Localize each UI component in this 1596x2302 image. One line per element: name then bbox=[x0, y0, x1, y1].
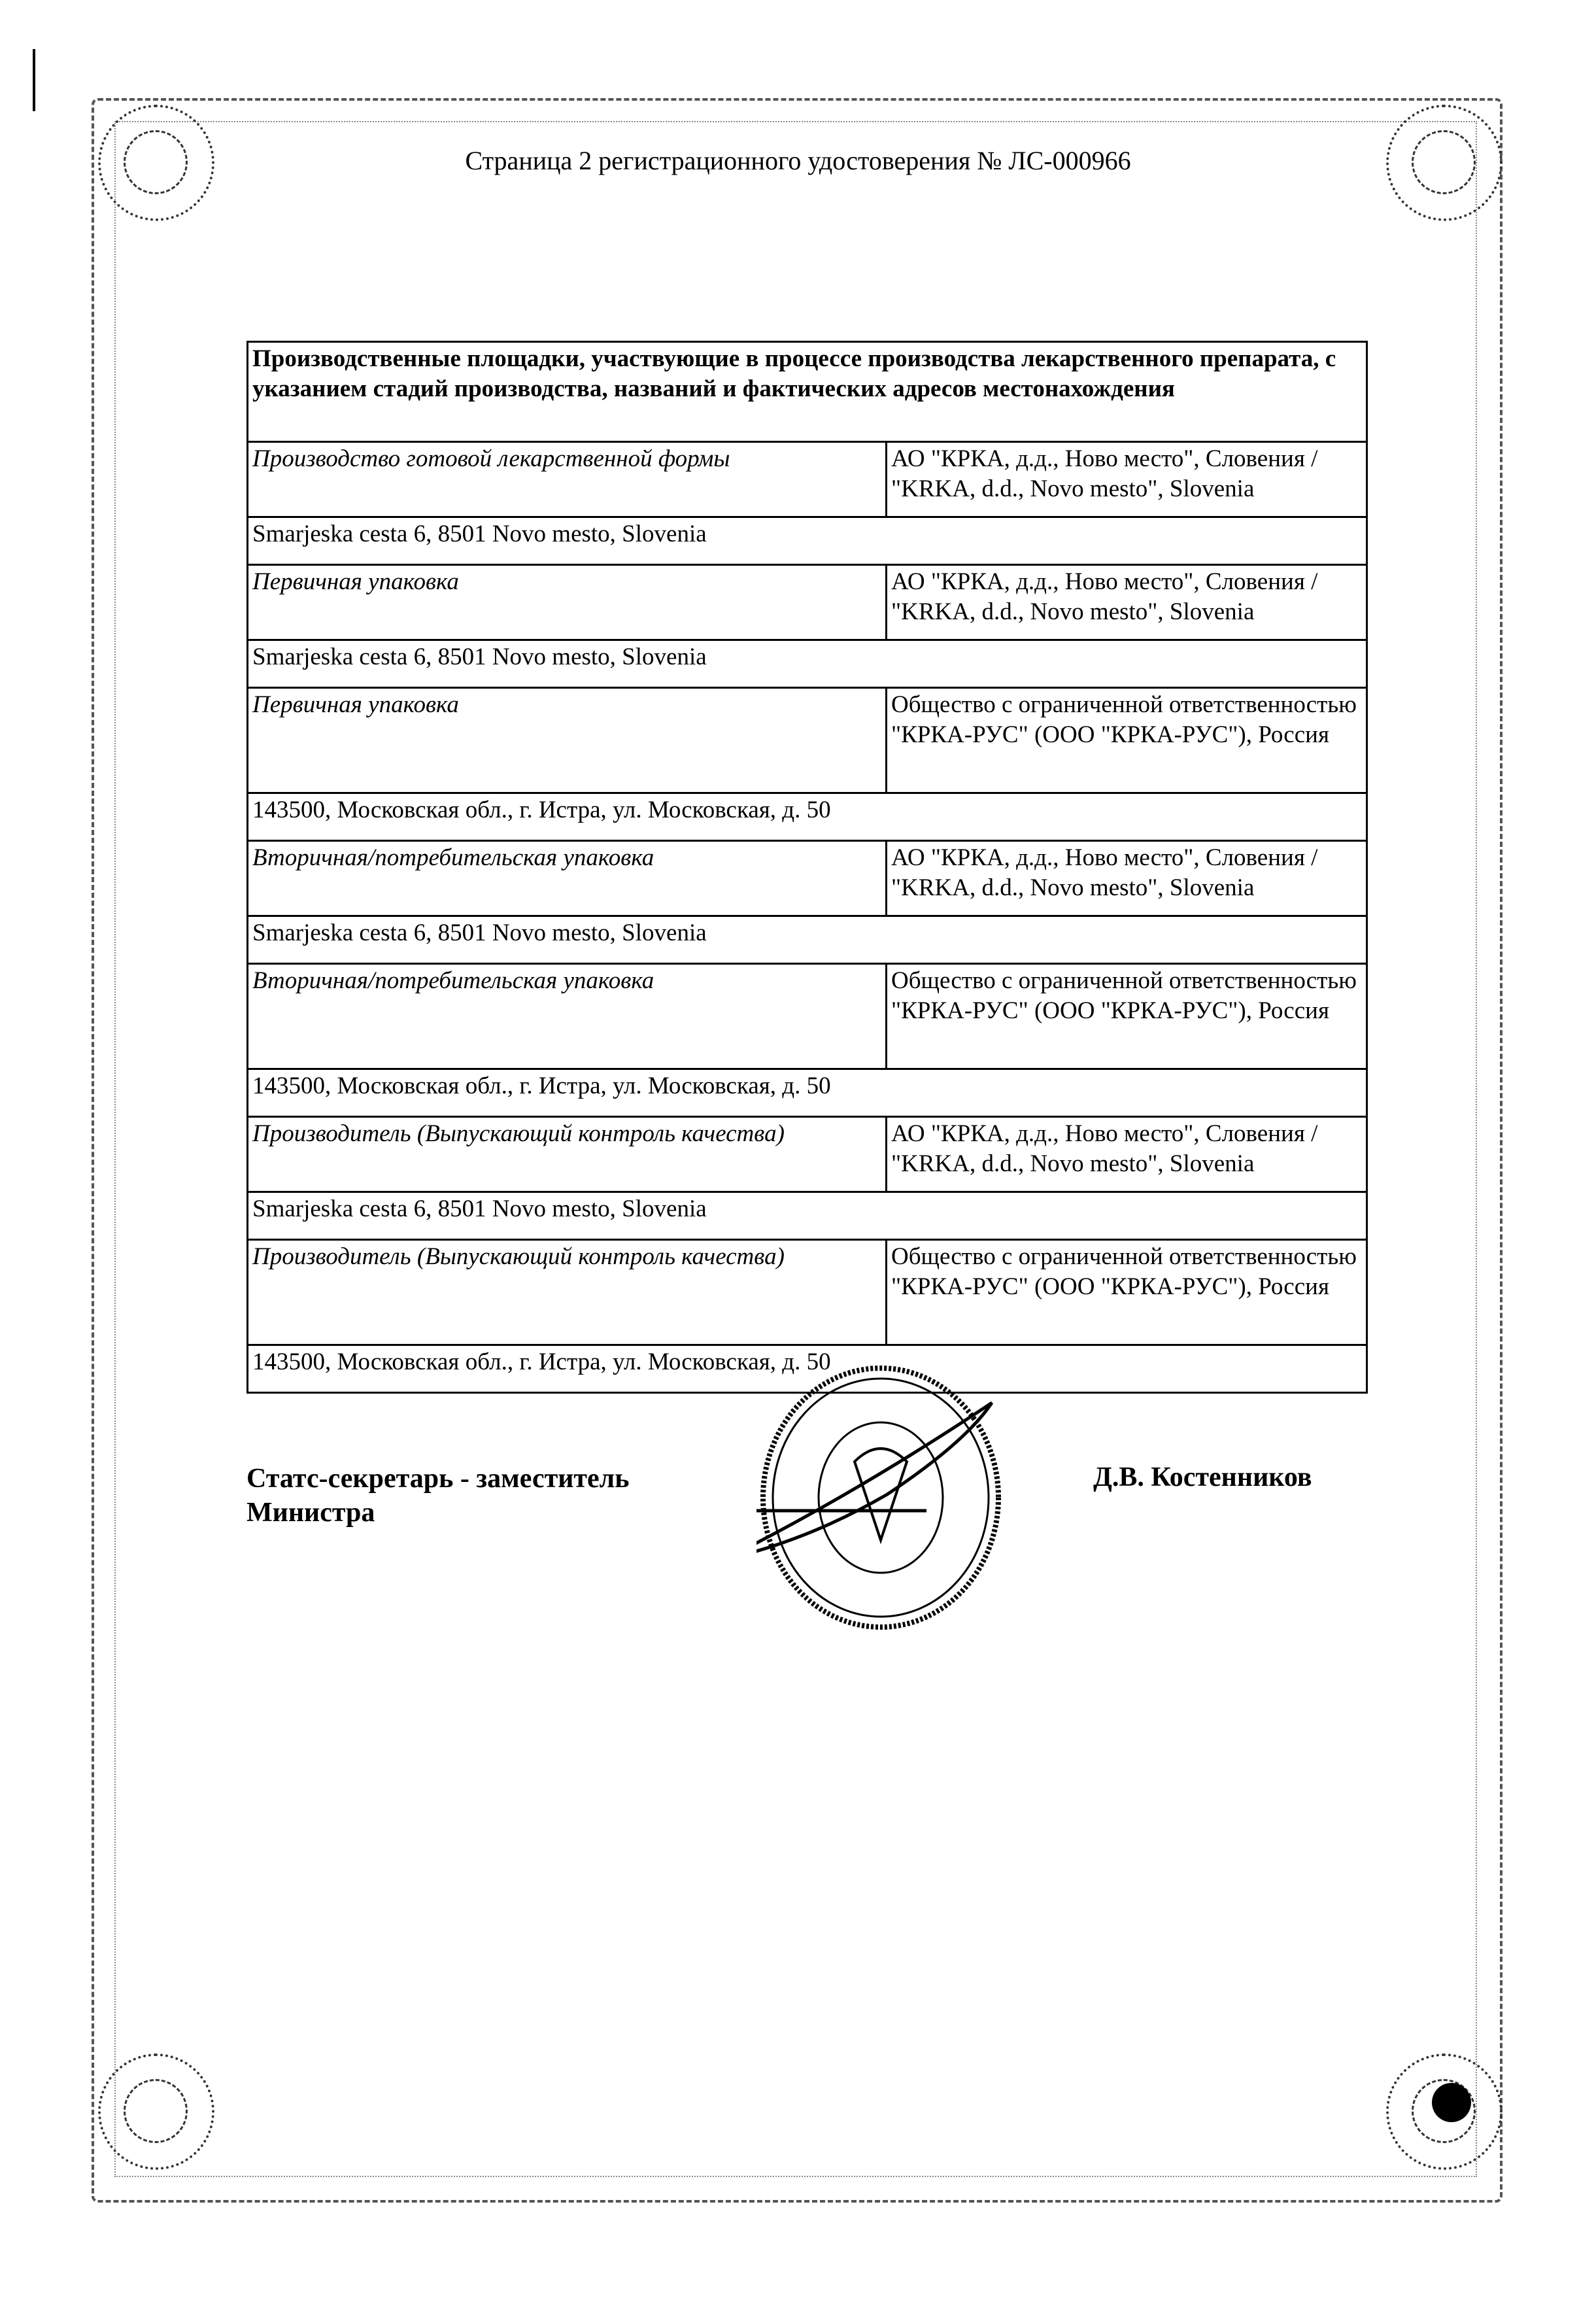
company-cell: АО "КРКА, д.д., Ново место", Словения / "KRKA, d.d., Novo mesto", Slovenia bbox=[887, 442, 1367, 517]
production-sites-table bbox=[246, 341, 1368, 1394]
official-seal-stamp-icon bbox=[756, 1364, 1005, 1632]
company-cell: АО "КРКА, д.д., Ново место", Словения / "KRKA, d.d., Novo mesto", Slovenia bbox=[887, 565, 1367, 640]
signatory-position: Статс-секретарь - заместитель Министра bbox=[246, 1464, 630, 1528]
table-heading: Производственные площадки, участвующие в процессе производства лекарственного препарата, с указанием стадий производства, названий и фактических адресов местонахождения bbox=[248, 342, 1367, 442]
page-title: Страница 2 регистрационного удостоверения № ЛС-000966 bbox=[465, 146, 1131, 175]
address-cell: 143500, Московская обл., г. Истра, ул. Московская, д. 50 bbox=[248, 1069, 1367, 1117]
stage-cell: Первичная упаковка bbox=[248, 565, 887, 640]
signatory-name: Д.В. Костенников bbox=[1093, 1462, 1312, 1492]
company-cell: Общество с ограниченной ответственностью "КРКА-РУС" (ООО "КРКА-РУС"), Россия bbox=[887, 688, 1367, 793]
address-cell: Smarjeska cesta 6, 8501 Novo mesto, Slovenia bbox=[248, 640, 1367, 688]
scan-edge-mark bbox=[33, 49, 35, 111]
stage-cell: Производство готовой лекарственной формы bbox=[248, 442, 887, 517]
hole-punch-mark bbox=[1432, 2083, 1471, 2122]
stage-cell: Вторичная/потребительская упаковка bbox=[248, 841, 887, 916]
corner-rosette-icon bbox=[98, 2053, 214, 2170]
stage-cell: Производитель (Выпускающий контроль качества) bbox=[248, 1117, 887, 1192]
address-cell: Smarjeska cesta 6, 8501 Novo mesto, Slovenia bbox=[248, 916, 1367, 964]
stage-cell: Производитель (Выпускающий контроль качества) bbox=[248, 1240, 887, 1345]
address-cell: 143500, Московская обл., г. Истра, ул. Московская, д. 50 bbox=[248, 1345, 1367, 1393]
stage-cell: Первичная упаковка bbox=[248, 688, 887, 793]
stage-cell: Вторичная/потребительская упаковка bbox=[248, 964, 887, 1069]
address-cell: Smarjeska cesta 6, 8501 Novo mesto, Slovenia bbox=[248, 1192, 1367, 1240]
company-cell: АО "КРКА, д.д., Ново место", Словения / "KRKA, d.d., Novo mesto", Slovenia bbox=[887, 841, 1367, 916]
address-cell: Smarjeska cesta 6, 8501 Novo mesto, Slovenia bbox=[248, 517, 1367, 565]
company-cell: Общество с ограниченной ответственностью "КРКА-РУС" (ООО "КРКА-РУС"), Россия bbox=[887, 1240, 1367, 1345]
company-cell: АО "КРКА, д.д., Ново место", Словения / "KRKA, d.d., Novo mesto", Slovenia bbox=[887, 1117, 1367, 1192]
address-cell: 143500, Московская обл., г. Истра, ул. Московская, д. 50 bbox=[248, 793, 1367, 841]
company-cell: Общество с ограниченной ответственностью "КРКА-РУС" (ООО "КРКА-РУС"), Россия bbox=[887, 964, 1367, 1069]
